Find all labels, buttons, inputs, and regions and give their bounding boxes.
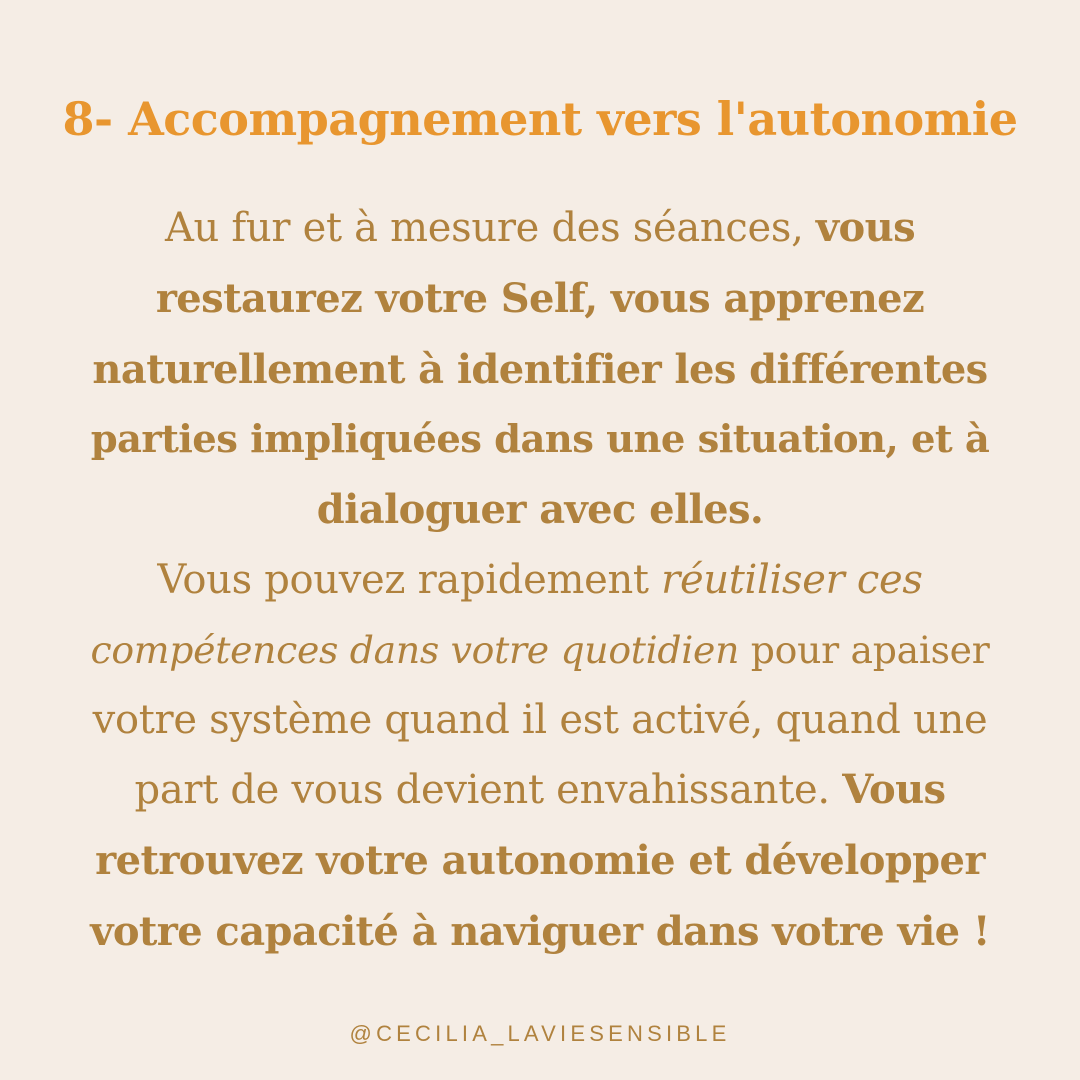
text-line	[90, 897, 990, 968]
text-regular: pour apaiser	[739, 627, 990, 672]
text-bold: votre capacité à naviguer dans votre vie !	[90, 907, 990, 955]
text-regular: part de vous devient envahissante.	[134, 767, 843, 814]
text-line	[90, 193, 990, 264]
text-bold: Vous	[842, 766, 946, 814]
text-bold: retrouvez votre autonomie et développer	[95, 837, 985, 885]
text-regular: votre système quand il est activé, quand une	[92, 696, 988, 743]
text-bold: naturellement à identifier les différentes	[92, 345, 988, 393]
text-line	[90, 686, 990, 756]
text-line	[90, 475, 990, 546]
body-paragraph	[90, 193, 990, 968]
text-line	[90, 405, 990, 475]
text-italic: compétences dans votre quotidien	[90, 627, 740, 672]
text-line	[90, 335, 990, 406]
text-line	[90, 616, 990, 686]
text-regular: Vous pouvez rapidement	[157, 556, 662, 603]
text-bold: dialoguer avec elles.	[316, 486, 764, 534]
text-line	[90, 264, 990, 335]
text-bold: restaurez votre Self, vous apprenez	[155, 274, 925, 322]
text-regular: Au fur et à mesure des séances,	[164, 205, 816, 251]
slide-title: 8- Accompagnement vers l'autonomie	[62, 92, 1018, 146]
social-handle: @CECILIA_LAVIESENSIBLE	[349, 1021, 731, 1046]
text-line	[90, 826, 990, 897]
text-bold: parties impliquées dans une situation, et à	[90, 417, 990, 463]
text-bold: vous	[815, 204, 916, 251]
text-line	[90, 546, 990, 616]
text-italic: réutiliser ces	[661, 556, 923, 603]
text-line	[90, 755, 990, 826]
